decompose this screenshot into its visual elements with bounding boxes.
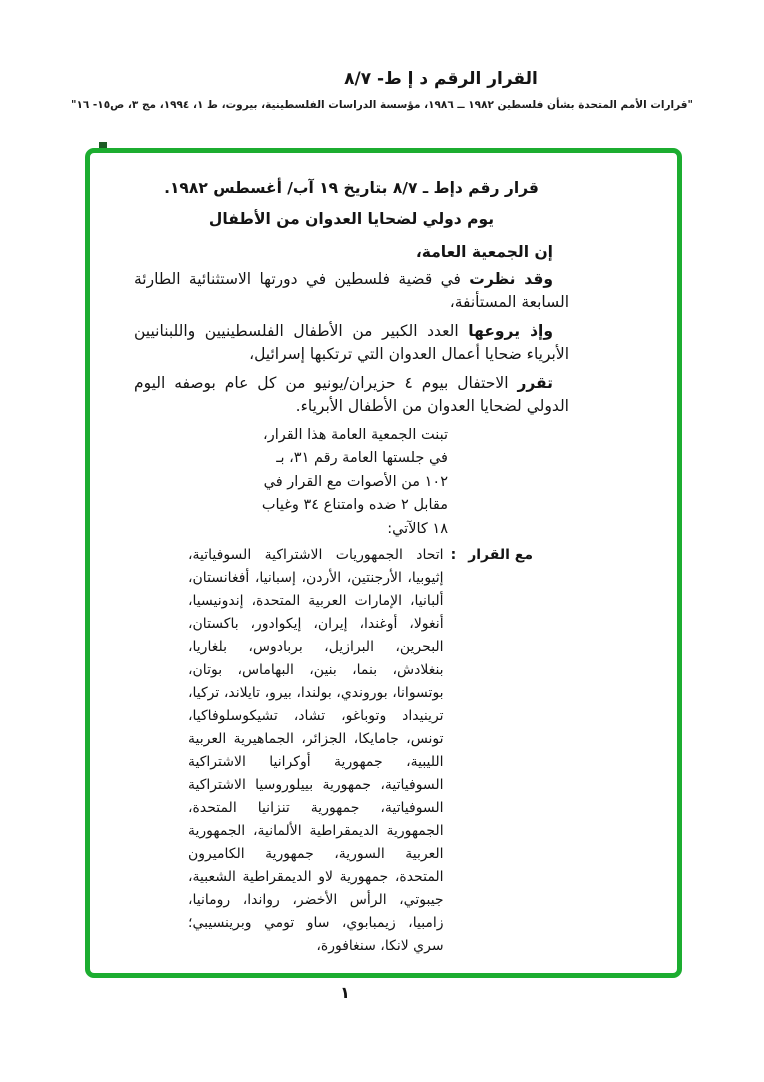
resolution-content xyxy=(90,153,677,958)
voting-record-line: في جلستها العامة رقم ٣١، بـ xyxy=(276,450,448,466)
preamble-paragraph xyxy=(134,320,569,367)
resolution-frame xyxy=(85,148,682,978)
paragraph-text: الاحتفال بيوم ٤ حزيران/يونيو من كل عام بوصفه اليوم الدولي لضحايا العدوان من الأطفال الأبرياء. xyxy=(134,373,569,415)
votes-in-favour-label: مع القرار xyxy=(468,547,533,563)
paragraph-lead: وقد نظرت xyxy=(469,269,553,288)
voting-record-line: ١٨ كالآتي: xyxy=(387,520,448,537)
source-citation: "قرارات الأمم المتحدة بشأن فلسطين ١٩٨٢ ــ ١٩٨٦، مؤسسة الدراسات الفلسطينية، بيروت، ط ١، ١٩٩٤، مج ٣، ص١٥- ١٦" xyxy=(70,99,694,111)
resolution-subheading: يوم دولي لضحايا العدوان من الأطفال xyxy=(208,210,495,228)
voting-record-line: ١٠٢ من الأصوات مع القرار في xyxy=(263,473,448,490)
votes-in-favour xyxy=(188,544,533,958)
preamble-paragraph xyxy=(134,268,569,315)
paragraph-text: في قضية فلسطين في دورتها الاستثنائية الطارئة السابعة المستأنفة، xyxy=(134,269,569,311)
voting-record xyxy=(134,424,448,542)
preamble-opening: إن الجمعية العامة، xyxy=(415,243,553,261)
operative-paragraph xyxy=(134,372,569,419)
page-title: القرار الرقم د إ ط- ٨/٧ xyxy=(344,69,538,89)
votes-in-favour-countries: اتحاد الجمهوريات الاشتراكية السوفياتية، إثيوبيا، الأرجنتين، الأردن، إسبانيا، أفغانستان، ألبانيا، الإمارات العربية المتحدة، إندونيسيا، أنغولا، أوغندا، إيران، إيكوادور، باكستان، البحرين، البرازيل، بربادوس، بلغاريا، بنغلادش، بنما، بنين، البهاماس، بوتان، بوتسوانا، بوروندي، بولندا، بيرو، تايلاند، تركيا، ترينيداد وتوباغو، تشاد، تشيكوسلوفاكيا، تونس، جامايكا، الجزائر، الجماهيرية العربية الليبية، جمهورية أوكرانيا الاشتراكية السوفياتية، جمهورية بييلوروسيا الاشتراكية السوفياتية، جمهورية تنزانيا المتحدة، الجمهورية الديمقراطية الألمانية، الجمهورية العربية السورية، جمهورية الكاميرون المتحدة، جمهورية لاو الديمقراطية الشعبية، جيبوتي، الرأس الأخضر، رواندا، رومانيا، زامبيا، زيمبابوي، ساو تومي وبرينسيبي؛ سري لانكا، سنغافورة، xyxy=(188,547,444,954)
votes-in-favour-separator: : xyxy=(450,547,457,563)
paragraph-text: العدد الكبير من الأطفال الفلسطينيين واللبنانيين الأبرياء ضحايا أعمال العدوان التي ترتكبها إسرائيل، xyxy=(134,321,569,363)
voting-record-line: مقابل ٢ ضده وامتناع ٣٤ وغياب xyxy=(261,497,448,513)
resolution-heading: قرار رقم دإط ـ ٨/٧ بتاريخ ١٩ آب/ أغسطس ١٩٨٢. xyxy=(164,179,539,197)
voting-record-line: تبنت الجمعية العامة هذا القرار، xyxy=(263,426,448,443)
page-number: ١ xyxy=(340,983,350,1002)
paragraph-lead: تقرر xyxy=(517,373,553,392)
paragraph-lead: وإذ يروعها xyxy=(468,321,553,340)
